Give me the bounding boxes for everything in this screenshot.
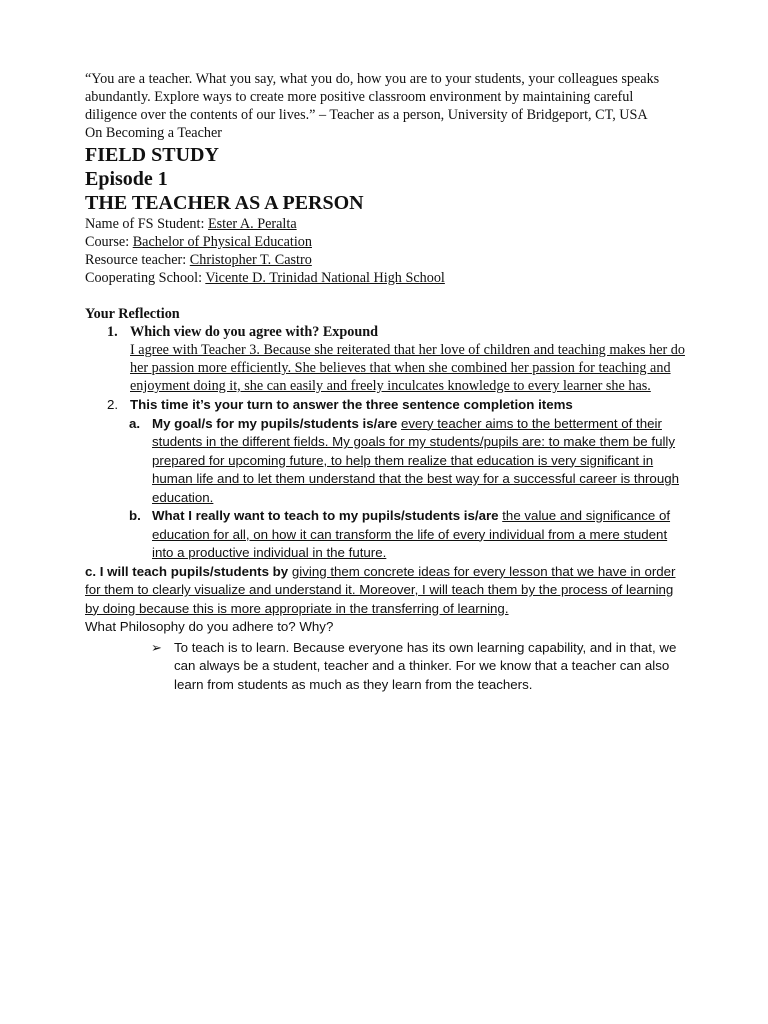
student-name-line (85, 215, 685, 233)
item-c-answer: giving them concrete ideas for every lesson that we have in order for them to clearly visualize and understand it. Moreover, I will teach them by the process of learning by doing because this is more appropriate in the transferring of learning. (85, 563, 676, 616)
item-a-answer: every teacher aims to the betterment of their students in the different fields. My goals for my students/pupils are: to make them be fully prepared for upcoming future, to help them realize that education is very significant in human life and to let them understand that the best way for a successful career is through education. (152, 415, 679, 505)
item-b-marker: b. (129, 508, 141, 523)
course-line (85, 233, 685, 251)
heading-title: THE TEACHER AS A PERSON (85, 192, 364, 214)
philosophy-answer-item (85, 639, 685, 695)
item-a-label: My goal/s for my pupils/students is/are (152, 415, 402, 431)
item-b-label: What I really want to teach to my pupils/students is/are (152, 508, 503, 523)
item-a-marker: a. (129, 415, 141, 431)
philosophy-answer: To teach is to learn. Because everyone has its own learning capability, and in that, we can always be a student, teacher and a thinker. For we know that a teacher can also learn from students as much as they learn from the teachers. (174, 639, 677, 692)
cooperating-school-value: Vicente D. Trinidad National High School (205, 270, 445, 286)
question-1-number: 1. (107, 324, 118, 340)
item-c (85, 563, 685, 619)
item-b-answer: the value and significance of education for all, on how it can transform the life of every individual from a mere student into a productive individual in the future. (152, 508, 671, 560)
quote-subtitle: On Becoming a Teacher (85, 125, 223, 141)
opening-quote: “You are a teacher. What you say, what you do, how you are to your students, your colleagues speaks abundantly. Explore ways to create more positive classroom environment by maintaining careful diligence over the contents of our lives.” – Teacher as a person, University of Bridgeport, CT, USA (85, 71, 660, 123)
resource-teacher-line (85, 251, 685, 269)
heading-field-study: FIELD STUDY (85, 144, 219, 166)
question-2-label: This time it’s your turn to answer the three sentence completion items (130, 397, 573, 412)
question-2 (85, 396, 685, 415)
question-1 (85, 323, 685, 395)
question-1-answer: I agree with Teacher 3. Because she reiterated that her love of children and teaching makes her do her passion more efficiently. She believes that when she combined her passion for teaching and enjoyment doing it, she can easily and freely inculcates knowledge to every learner she has. (130, 342, 685, 394)
student-name-label: Name of FS Student: (85, 216, 208, 232)
item-a (85, 415, 685, 508)
item-c-label: c. I will teach pupils/students by (85, 563, 292, 579)
student-name-value: Ester A. Peralta (207, 216, 297, 232)
item-b (85, 507, 685, 563)
course-label: Course: (85, 234, 133, 250)
arrow-bullet-icon: ➢ (151, 639, 162, 655)
resource-teacher-label: Resource teacher: (85, 252, 190, 268)
document-page (85, 70, 685, 694)
philosophy-question: What Philosophy do you adhere to? Why? (85, 619, 334, 634)
course-value: Bachelor of Physical Education (132, 234, 312, 250)
question-1-label: Which view do you agree with? Expound (130, 324, 379, 340)
question-2-number: 2. (107, 397, 119, 412)
resource-teacher-value: Christopher T. Castro (189, 252, 312, 268)
reflection-heading: Your Reflection (85, 306, 180, 322)
heading-episode: Episode 1 (85, 168, 168, 190)
cooperating-school-label: Cooperating School: (85, 270, 206, 286)
cooperating-school-line (85, 269, 685, 287)
